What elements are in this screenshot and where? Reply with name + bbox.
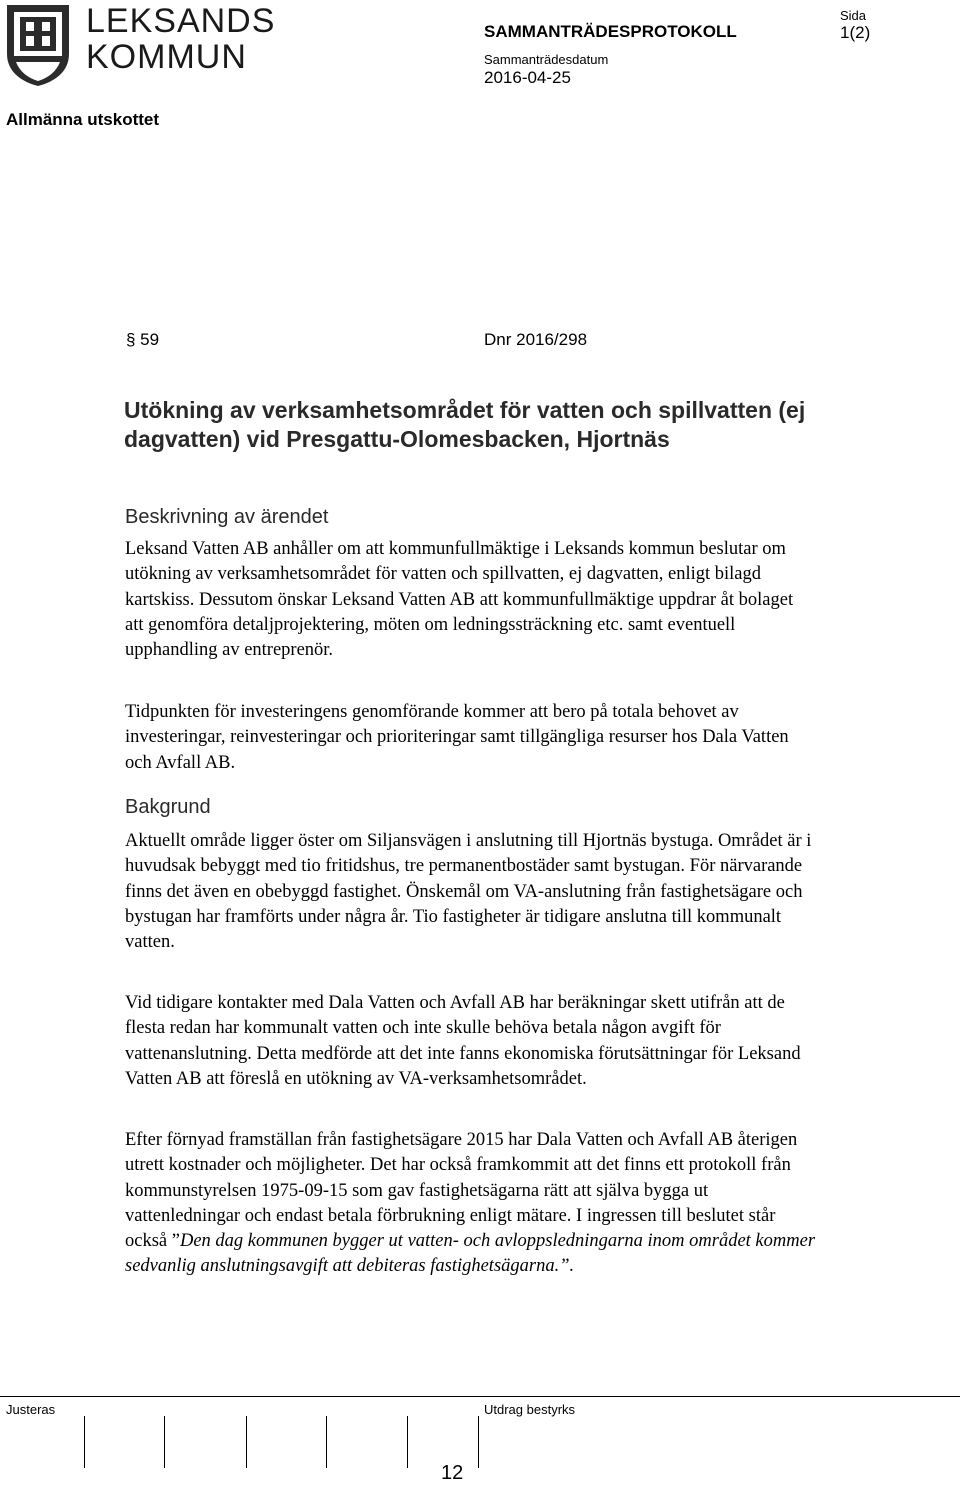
background-paragraph-2 bbox=[125, 991, 815, 1092]
signature-box-divider bbox=[164, 1416, 165, 1468]
committee-name: Allmänna utskottet bbox=[6, 110, 160, 129]
signature-box-divider bbox=[478, 1416, 479, 1468]
description-paragraph-2 bbox=[125, 700, 815, 776]
signature-box-divider bbox=[246, 1416, 247, 1468]
background-text-3 bbox=[125, 1128, 815, 1280]
item-title: Utökning av verksamhetsområdet för vatten och spillvatten (ej dagvatten) vid Presgattu-Olomesbacken, Hjortnäs bbox=[124, 397, 806, 452]
background-paragraph-3 bbox=[125, 1128, 815, 1280]
page-number: 12 bbox=[441, 1462, 464, 1484]
background-text-1: Aktuellt område ligger öster om Siljansvägen i anslutning till Hjortnäs bystuga. Området är i huvudsak bebyggt med tio fritidshus, tre permanentbostäder samt bystugan. För närvarande finns det även en obebyggd fastighet. Önskemål om VA-anslutning från fastighetsägare och bystugan har framförts under några år. Tio fastigheter är tidigare anslutna till kommunalt vatten. bbox=[125, 831, 812, 953]
document-type: SAMMANTRÄDESPROTOKOLL bbox=[484, 22, 737, 41]
case-number: Dnr 2016/298 bbox=[484, 330, 588, 349]
municipality-crest-logo bbox=[4, 2, 72, 88]
background-heading: Bakgrund bbox=[125, 796, 211, 818]
signature-box-divider bbox=[326, 1416, 327, 1468]
description-heading: Beskrivning av ärendet bbox=[125, 506, 329, 528]
description-text-1: Leksand Vatten AB anhåller om att kommunfullmäktige i Leksands kommun beslutar om utökning av verksamhetsområdet för vatten och spillvatten, ej dagvatten, enligt bilagd kartskiss. Dessutom önskar Leksand Vatten AB att kommunfullmäktige uppdrar åt bolaget att genomföra detaljprojektering, möten om ledningssträckning etc. samt eventuell upphandling av entreprenör. bbox=[125, 539, 794, 661]
background-text-3-plain: Efter förnyad framställan från fastighetsägare 2015 har Dala Vatten och Avfall AB återigen utrett kostnader och möjligheter. Det har också framkommit att det finns ett protokoll från kommunstyrelsen 1975-09-15 som gav fastighetsägarna rätt att själva bygga ut vattenledningar och endast betala förbrukning enligt mätare. I ingressen till beslutet står också ” bbox=[125, 1130, 798, 1252]
page-label: Sida bbox=[840, 8, 867, 23]
municipality-logo-text bbox=[86, 3, 275, 75]
utdrag-label: Utdrag bestyrks bbox=[484, 1402, 576, 1417]
meeting-date: 2016-04-25 bbox=[484, 68, 571, 87]
background-text-3-quote: Den dag kommunen bygger ut vatten- och avloppsledningarna inom området kommer sedvanlig anslutningsavgift att debiteras fastighetsägarna.”. bbox=[125, 1231, 816, 1277]
description-paragraph-1 bbox=[125, 537, 815, 663]
signature-box-divider bbox=[407, 1416, 408, 1468]
justeras-label: Justeras bbox=[6, 1402, 56, 1417]
background-text-2: Vid tidigare kontakter med Dala Vatten och Avfall AB har beräkningar skett utifrån att de flesta redan har kommunalt vatten och inte skulle behöva betala någon avgift för vattenanslutning. Detta medförde att det inte fanns ekonomiska förutsättningar för Leksand Vatten AB att föreslå en utökning av VA-verksamhetsområdet. bbox=[125, 993, 801, 1089]
description-text-2: Tidpunkten för investeringens genomförande kommer att bero på totala behovet av investeringar, reinvesteringar och prioriteringar samt tillgängliga resurser hos Dala Vatten och Avfall AB. bbox=[125, 702, 789, 773]
footer-divider bbox=[0, 1396, 960, 1397]
paragraph-number: § 59 bbox=[126, 330, 160, 349]
page-indicator: 1(2) bbox=[840, 23, 871, 42]
background-paragraph-1 bbox=[125, 829, 815, 955]
logo-line-2: KOMMUN bbox=[86, 38, 247, 76]
meeting-date-label: Sammanträdesdatum bbox=[484, 52, 609, 67]
logo-line-1: LEKSANDS bbox=[86, 2, 276, 40]
signature-box-divider bbox=[84, 1416, 85, 1468]
